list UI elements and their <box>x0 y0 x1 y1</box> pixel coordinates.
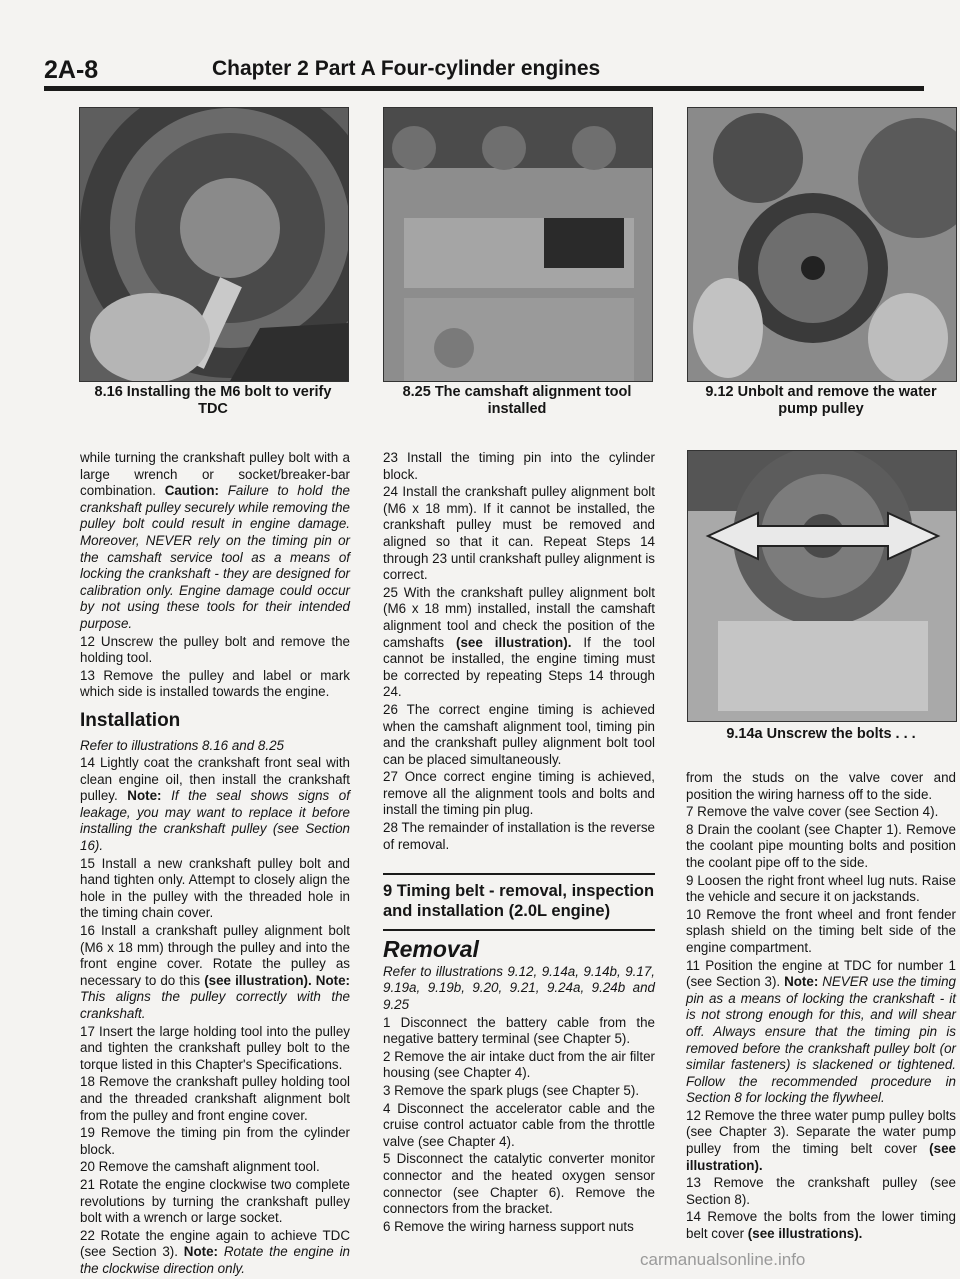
step-24: 24 Install the crankshaft pulley alignment bolt (M6 x 18 mm). If it cannot be installed, the crankshaft pulley must be removed and aligned so that it can. Repeat Steps 14 through 23 until crankshaft pulley alignment is correct. <box>383 484 655 583</box>
step-13: 13 Remove the crankshaft pulley (see Section 8). <box>686 1175 956 1207</box>
step-20: 20 Remove the camshaft alignment tool. <box>80 1159 320 1175</box>
installation-heading: Installation <box>80 709 181 731</box>
step-6: 6 Remove the wiring harness support nuts <box>383 1218 634 1234</box>
figure-9-12-caption: 9.12 Unbolt and remove the water pump pulley <box>705 384 937 417</box>
step-17: 17 Insert the large holding tool into the pulley and tighten the crankshaft pulley bolt to the torque listed in this Chapter's Specifications. <box>80 1023 350 1072</box>
figure-9-14a-photo <box>687 450 957 722</box>
see-illustration: (see illustration). <box>456 634 572 650</box>
step-21: 21 Rotate the engine clockwise two complete revolutions by turning the crankshaft pulley bolt with a wrench or large socket. <box>80 1176 350 1226</box>
note-text: If the seal shows signs of leakage, you may want to replace it before installing the crankshaft pulley (see Section 16). <box>80 788 350 854</box>
step-12: 12 Remove the three water pump pulley bolts (see Chapter 3). Separate the water pump pulley from the timing belt cover <box>686 1107 956 1157</box>
note-label: Note: <box>183 1244 219 1260</box>
step-18: 18 Remove the crankshaft pulley holding tool and the threaded crankshaft alignment bolt from the pulley and front engine cover. <box>80 1074 350 1123</box>
figure-8-25-photo <box>383 107 653 382</box>
removal-reference: Refer to illustrations 9.12, 9.14a, 9.14b, 9.17, 9.19a, 9.19b, 9.20, 9.21, 9.24a, 9.24b and 9.25 <box>383 963 655 1013</box>
step-12: 12 Unscrew the pulley bolt and remove the holding tool. <box>80 633 350 666</box>
see-illustration: (see illustration). <box>204 972 312 988</box>
step-1: 1 Disconnect the battery cable from the negative battery terminal (see Chapter 5). <box>383 1014 655 1047</box>
installation-reference: Refer to illustrations 8.16 and 8.25 <box>80 737 284 753</box>
note-text: Rotate the engine in the clockwise direction only. <box>80 1244 350 1276</box>
step-5: 5 Disconnect the catalytic converter monitor connector and the heated oxygen sensor connector (see Chapter 6). Remove the connectors from the bracket. <box>383 1151 655 1217</box>
step-4: 4 Disconnect the accelerator cable and the cruise control actuator cable from the throttle valve (see Chapter 4). <box>383 1100 655 1149</box>
page-number: 2A-8 <box>44 56 99 84</box>
see-illustrations: (see illustrations). <box>747 1226 863 1242</box>
figure-8-25-caption: 8.25 The camshaft alignment tool installed <box>402 384 632 417</box>
step-8: 8 Drain the coolant (see Chapter 1). Remove the coolant pipe mounting bolts and position the coolant pipe off to the side. <box>686 821 956 870</box>
step-26: 26 The correct engine timing is achieved when the camshaft alignment tool, timing pin and the crankshaft pulley alignment bolt tool can be placed simultaneously. <box>383 701 655 767</box>
text-column-3 <box>686 770 956 1244</box>
step-9: 9 Loosen the right front wheel lug nuts. Raise the vehicle and secure it on jackstands. <box>686 872 956 905</box>
caution-label: Caution: <box>164 483 219 499</box>
figure-8-16-photo <box>79 107 349 382</box>
step-2: 2 Remove the air intake duct from the air filter housing (see Chapter 4). <box>383 1048 655 1081</box>
step-14: 14 Remove the bolts from the lower timing belt cover <box>686 1209 956 1242</box>
step-22: 22 Rotate the engine again to achieve TDC (see Section 3). <box>80 1227 350 1260</box>
step-10: 10 Remove the front wheel and front fender splash shield on the timing belt side of the engine compartment. <box>686 906 956 955</box>
page-header <box>44 42 924 82</box>
step-14: 14 Lightly coat the crankshaft front seal with clean engine oil, then install the crankshaft pulley. <box>80 755 350 804</box>
step-15: 15 Install a new crankshaft pulley bolt and hand tighten only. Attempt to closely align the hole in the pulley with the threaded hole in the timing chain cover. <box>80 855 350 921</box>
chapter-title: Chapter 2 Part A Four-cylinder engines <box>212 57 601 80</box>
text-column-2 <box>383 450 655 1236</box>
step-28: 28 The remainder of installation is the reverse of removal. <box>383 820 655 852</box>
step-7: 7 Remove the valve cover (see Section 4). <box>686 804 939 820</box>
note-label: Note: <box>315 972 350 988</box>
note-text: NEVER use the timing pin as a means of locking the crankshaft - it is not strong enough for this, and will shear off. Always ensure that the timing pin is removed before the crankshaft pulley bolt (or similar fasteners) is slackened or tightened. Follow the recommended procedure in Section 8 for locking the flywheel. <box>686 974 956 1106</box>
see-illustration: (see illustration). <box>686 1141 956 1173</box>
step-23: 23 Install the timing pin into the cylinder block. <box>383 450 655 482</box>
step-11: 11 Position the engine at TDC for number 1 (see Section 3). <box>686 957 956 990</box>
step-27: 27 Once correct engine timing is achieved, remove all the alignment tools and bolts and install the timing pin plug. <box>383 769 655 818</box>
removal-heading: Removal <box>383 936 479 963</box>
step-3: 3 Remove the spark plugs (see Chapter 5). <box>383 1083 640 1098</box>
note-text: This aligns the pulley correctly with the crankshaft. <box>80 989 350 1021</box>
step-25: 25 With the crankshaft pulley alignment bolt (M6 x 18 mm) installed, install the camshaft alignment tool and check the position of the camshafts <box>383 584 655 650</box>
text-column-1 <box>80 450 350 1279</box>
header-rule <box>44 86 924 91</box>
section-9-heading: 9 Timing belt - removal, inspection and installation (2.0L engine) <box>383 873 655 931</box>
note-label: Note: <box>127 788 162 804</box>
figure-9-12-photo <box>687 107 957 382</box>
step-13: 13 Remove the pulley and label or mark which side is installed towards the engine. <box>80 667 350 700</box>
step-19: 19 Remove the timing pin from the cylinder block. <box>80 1125 350 1157</box>
paragraph-intro: while turning the crankshaft pulley bolt with a large wrench or socket/breaker-bar combination. <box>80 450 350 499</box>
watermark: carmanualsonline.info <box>640 1250 806 1269</box>
step-6-continued: from the studs on the valve cover and position the wiring harness off to the side. <box>686 770 956 802</box>
caution-text: Failure to hold the crankshaft pulley securely while removing the pulley bolt could result in engine damage. Moreover, NEVER rely on the timing pin or the camshaft service tool as a means of locking the crankshaft - they are designed for calibration only. Engine damage could occur by not using these tools for their intended purpose. <box>80 483 350 631</box>
step-16: 16 Install a crankshaft pulley alignment bolt (M6 x 18 mm) through the pulley and into the front engine cover. Rotate the pulley as necessary to do this <box>80 923 350 988</box>
step-25-continued: If the tool cannot be installed, the engine timing must be corrected by repeating Steps 14 through 24. <box>383 634 655 700</box>
note-label: Note: <box>784 974 819 990</box>
figure-8-16-caption: 8.16 Installing the M6 bolt to verify TDC <box>94 384 332 417</box>
figure-9-14a-caption: 9.14a Unscrew the bolts . . . <box>726 726 916 742</box>
